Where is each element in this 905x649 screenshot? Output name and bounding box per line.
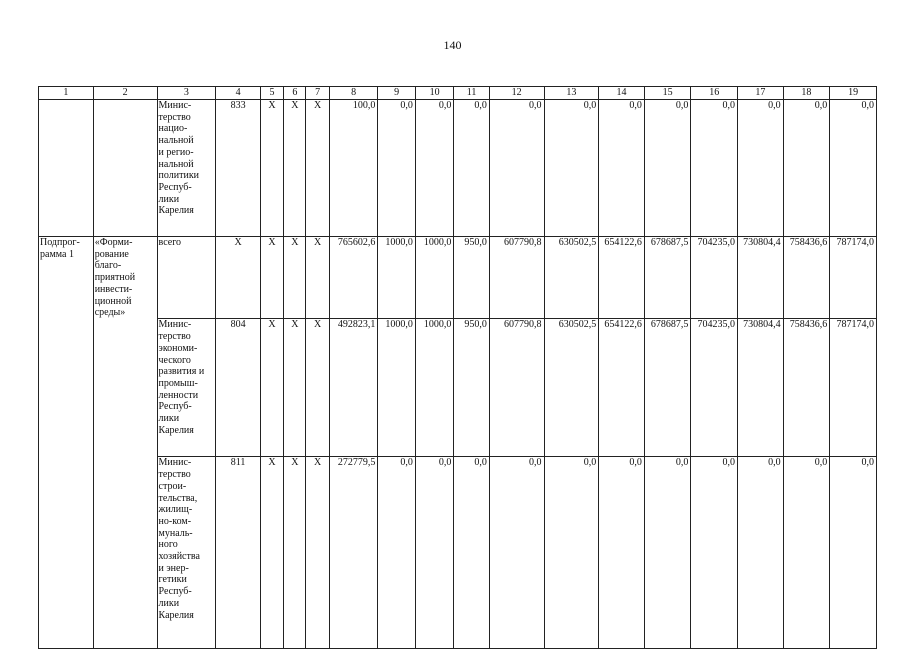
value-cell: 0,0 — [544, 100, 599, 237]
flag-cell: X — [260, 100, 283, 237]
header-cell: 1 — [39, 87, 94, 100]
subprogram-title-cell — [93, 100, 157, 237]
flag-cell: X — [306, 100, 329, 237]
table-row — [39, 100, 877, 237]
header-cell: 14 — [599, 87, 645, 100]
cell-text-line: «Форми- — [94, 237, 133, 248]
header-cell: 11 — [454, 87, 489, 100]
flag-cell: X — [284, 100, 306, 237]
flag-cell: X — [306, 457, 329, 649]
value-cell: 0,0 — [599, 457, 645, 649]
header-cell: 7 — [306, 87, 329, 100]
header-cell: 13 — [544, 87, 599, 100]
header-cell: 15 — [644, 87, 691, 100]
value-cell: 492823,1 — [329, 319, 378, 457]
cell-text-line: приятной — [94, 272, 136, 284]
value-cell: 630502,5 — [544, 237, 599, 319]
header-cell: 2 — [93, 87, 157, 100]
value-cell: 0,0 — [830, 457, 877, 649]
value-cell: 1000,0 — [415, 237, 454, 319]
cell-text-line: Респуб- — [158, 401, 192, 413]
cell-text-line: жилищ- — [158, 504, 193, 516]
value-cell: 0,0 — [599, 100, 645, 237]
value-cell: 0,0 — [830, 100, 877, 237]
cell-text-line: лики — [158, 413, 180, 425]
executor-cell — [157, 319, 216, 457]
code-cell: 811 — [216, 457, 261, 649]
cell-text-line: промыш- — [158, 377, 198, 389]
value-cell: 730804,4 — [738, 319, 784, 457]
flag-cell: X — [260, 237, 283, 319]
header-cell: 8 — [329, 87, 378, 100]
cell-text-line: ционной — [94, 295, 132, 307]
flag-cell: X — [260, 457, 283, 649]
budget-table — [38, 86, 877, 649]
cell-text-line: Респуб- — [158, 181, 192, 193]
cell-text-line: Карелия — [158, 609, 194, 621]
value-cell: 0,0 — [738, 457, 784, 649]
cell-text-line: нальной — [158, 158, 194, 170]
header-cell: 19 — [830, 87, 877, 100]
cell-text-line: и энер- — [158, 562, 189, 574]
subprogram-title-cell — [93, 457, 157, 649]
cell-text-line: терство — [158, 111, 191, 123]
code-cell: 804 — [216, 319, 261, 457]
value-cell: 100,0 — [329, 100, 378, 237]
cell-text-line: терство — [158, 469, 191, 481]
value-cell: 950,0 — [454, 319, 489, 457]
subprogram-cell — [39, 319, 94, 457]
cell-text-line: муналь- — [158, 527, 193, 539]
value-cell: 607790,8 — [489, 319, 544, 457]
cell-text-line: ленности — [158, 389, 199, 401]
cell-text-line: хозяйства — [158, 551, 200, 563]
value-cell: 0,0 — [489, 457, 544, 649]
cell-text-line: нацио- — [158, 123, 188, 135]
cell-text-line: нальной — [158, 135, 194, 147]
value-cell: 630502,5 — [544, 319, 599, 457]
value-cell: 0,0 — [691, 100, 738, 237]
flag-cell: X — [284, 319, 306, 457]
flag-cell: X — [306, 237, 329, 319]
value-cell: 0,0 — [738, 100, 784, 237]
value-cell: 758436,6 — [783, 319, 830, 457]
header-cell: 9 — [378, 87, 415, 100]
executor-cell — [157, 457, 216, 649]
value-cell: 0,0 — [415, 100, 454, 237]
header-cell: 6 — [284, 87, 306, 100]
cell-text-line: рование — [94, 248, 129, 260]
value-cell: 0,0 — [454, 100, 489, 237]
value-cell: 704235,0 — [691, 237, 738, 319]
header-row — [39, 87, 877, 100]
subprogram-title-cell — [93, 319, 157, 457]
value-cell: 950,0 — [454, 237, 489, 319]
code-cell: 833 — [216, 100, 261, 237]
value-cell: 0,0 — [644, 100, 691, 237]
cell-text-line: Карелия — [158, 205, 194, 217]
header-cell: 12 — [489, 87, 544, 100]
cell-text-line: лики — [158, 597, 180, 609]
subprogram-cell — [39, 237, 94, 319]
value-cell: 0,0 — [415, 457, 454, 649]
value-cell: 0,0 — [378, 100, 415, 237]
cell-text-line: Минис- — [158, 100, 192, 111]
value-cell: 0,0 — [378, 457, 415, 649]
value-cell: 654122,6 — [599, 237, 645, 319]
cell-text-line: среды» — [94, 307, 126, 319]
code-cell: X — [216, 237, 261, 319]
flag-cell: X — [284, 237, 306, 319]
flag-cell: X — [306, 319, 329, 457]
header-cell: 17 — [738, 87, 784, 100]
table-row — [39, 237, 877, 319]
cell-text-line: строи- — [158, 480, 187, 492]
header-cell: 5 — [260, 87, 283, 100]
value-cell: 272779,5 — [329, 457, 378, 649]
cell-text-line: благо- — [94, 260, 122, 272]
table-row — [39, 319, 877, 457]
cell-text-line: тельства, — [158, 492, 198, 504]
cell-text-line: Подпрог- — [40, 237, 80, 248]
value-cell: 1000,0 — [378, 319, 415, 457]
value-cell: 704235,0 — [691, 319, 738, 457]
value-cell: 787174,0 — [830, 319, 877, 457]
flag-cell: X — [260, 319, 283, 457]
value-cell: 0,0 — [489, 100, 544, 237]
header-cell: 4 — [216, 87, 261, 100]
cell-text-line: гетики — [158, 574, 187, 586]
value-cell: 765602,6 — [329, 237, 378, 319]
cell-text-line: и регио- — [158, 146, 194, 158]
value-cell: 678687,5 — [644, 237, 691, 319]
cell-text-line: Респуб- — [158, 586, 192, 598]
subprogram-cell — [39, 457, 94, 649]
value-cell: 0,0 — [783, 100, 830, 237]
cell-text-line: терство — [158, 331, 191, 343]
cell-text-line: Карелия — [158, 424, 194, 436]
cell-text-line: Минис- — [158, 319, 192, 331]
value-cell: 730804,4 — [738, 237, 784, 319]
subprogram-title-cell — [93, 237, 157, 319]
header-cell: 16 — [691, 87, 738, 100]
subprogram-cell — [39, 100, 94, 237]
value-cell: 0,0 — [691, 457, 738, 649]
value-cell: 787174,0 — [830, 237, 877, 319]
header-cell: 18 — [783, 87, 830, 100]
value-cell: 0,0 — [454, 457, 489, 649]
cell-text-line: политики — [158, 170, 200, 182]
value-cell: 1000,0 — [415, 319, 454, 457]
header-cell: 3 — [157, 87, 216, 100]
value-cell: 0,0 — [644, 457, 691, 649]
cell-text-line: развития и — [158, 366, 205, 378]
cell-text-line: инвести- — [94, 283, 133, 295]
value-cell: 607790,8 — [489, 237, 544, 319]
cell-text-line: экономи- — [158, 342, 198, 354]
cell-text-line: лики — [158, 193, 180, 205]
cell-text-line: ческого — [158, 354, 191, 366]
value-cell: 758436,6 — [783, 237, 830, 319]
value-cell: 678687,5 — [644, 319, 691, 457]
cell-text-line: рамма 1 — [40, 248, 74, 260]
value-cell: 0,0 — [544, 457, 599, 649]
page-number: 140 — [443, 38, 462, 52]
flag-cell: X — [284, 457, 306, 649]
executor-cell — [157, 237, 216, 319]
value-cell: 0,0 — [783, 457, 830, 649]
value-cell: 1000,0 — [378, 237, 415, 319]
executor-cell — [157, 100, 216, 237]
header-cell: 10 — [415, 87, 454, 100]
table-body — [39, 100, 877, 649]
cell-text-line: но-ком- — [158, 515, 192, 527]
value-cell: 654122,6 — [599, 319, 645, 457]
cell-text-line: всего — [158, 237, 182, 248]
table-row — [39, 457, 877, 649]
cell-text-line: ного — [158, 539, 178, 551]
cell-text-line: Минис- — [158, 457, 192, 469]
